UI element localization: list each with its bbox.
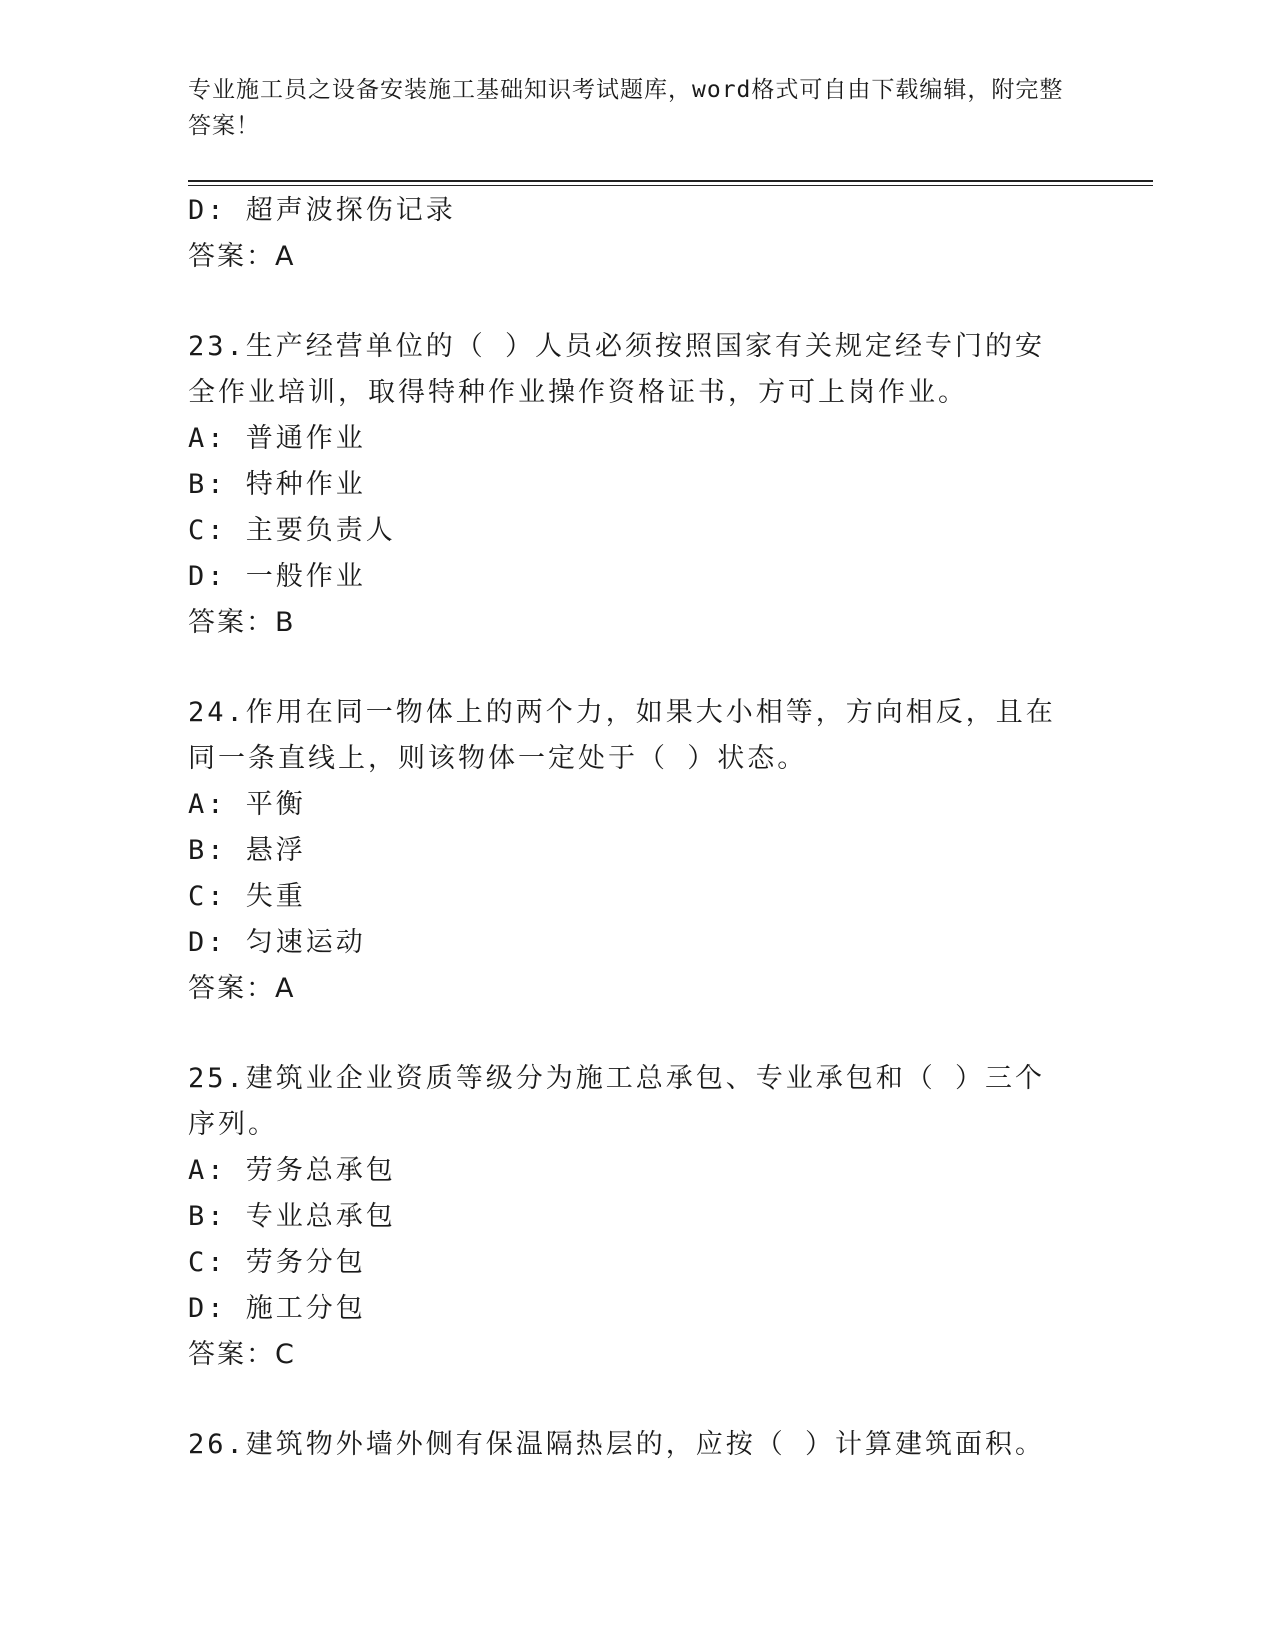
header-divider-thin	[188, 185, 1153, 186]
option-a: A: 普通作业	[188, 423, 366, 454]
option-d: D: 超声波探伤记录	[188, 195, 456, 226]
answer-line: 答案：C	[188, 1339, 296, 1370]
answer-line: 答案：A	[188, 973, 296, 1004]
option-c: C: 主要负责人	[188, 515, 396, 546]
question-24	[188, 690, 1088, 1012]
document-header: 专业施工员之设备安装施工基础知识考试题库，word格式可自由下载编辑，附完整答案！	[188, 77, 1064, 139]
option-d: D: 匀速运动	[188, 927, 366, 958]
header-divider-thick	[188, 180, 1153, 182]
option-d: D: 一般作业	[188, 561, 366, 592]
option-c: C: 失重	[188, 881, 306, 912]
answer-line: 答案：A	[188, 241, 296, 272]
question-text: 26.建筑物外墙外侧有保温隔热层的，应按（ ）计算建筑面积。	[188, 1429, 1046, 1460]
option-b: B: 特种作业	[188, 469, 366, 500]
question-text: 24.作用在同一物体上的两个力，如果大小相等，方向相反，且在同一条直线上，则该物体一定处于（ ）状态。	[188, 697, 1056, 774]
document-body	[188, 188, 1088, 1468]
question-text: 23.生产经营单位的（ ）人员必须按照国家有关规定经专门的安全作业培训，取得特种作业操作资格证书，方可上岗作业。	[188, 331, 1046, 408]
question-25	[188, 1056, 1088, 1378]
question-26	[188, 1422, 1088, 1468]
option-d: D: 施工分包	[188, 1293, 366, 1324]
option-b: B: 专业总承包	[188, 1201, 396, 1232]
answer-line: 答案：B	[188, 607, 296, 638]
option-c: C: 劳务分包	[188, 1247, 366, 1278]
option-b: B: 悬浮	[188, 835, 306, 866]
option-a: A: 平衡	[188, 789, 306, 820]
question-23	[188, 324, 1088, 646]
question-text: 25.建筑业企业资质等级分为施工总承包、专业承包和（ ）三个序列。	[188, 1063, 1046, 1140]
option-a: A: 劳务总承包	[188, 1155, 396, 1186]
